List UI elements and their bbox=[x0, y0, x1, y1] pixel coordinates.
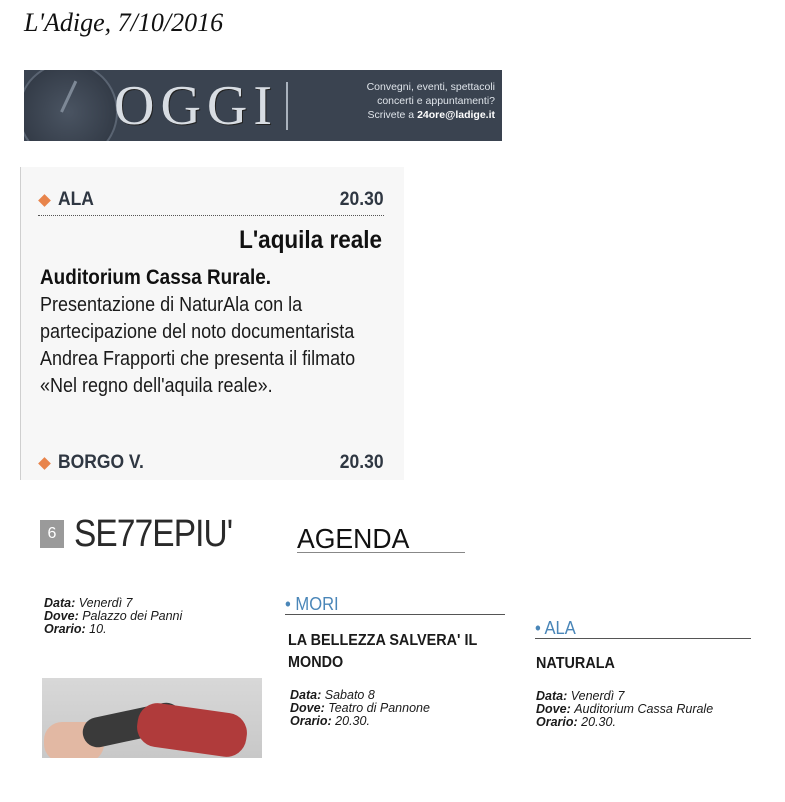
page-number: 6 bbox=[40, 520, 64, 548]
diamond-icon bbox=[38, 194, 51, 207]
diamond-icon bbox=[38, 457, 51, 470]
event-date: Sabato 8 bbox=[324, 688, 375, 702]
agenda-title-mori: LA BELLEZZA SALVERA' IL MONDO bbox=[288, 632, 478, 671]
location-label: BORGO V. bbox=[58, 452, 144, 473]
section-rule bbox=[297, 552, 465, 553]
agenda-location-ala: • ALA bbox=[535, 618, 576, 638]
time-label: 20.30 bbox=[340, 189, 384, 210]
article-title: L'aquila reale bbox=[239, 226, 382, 254]
agenda-rule bbox=[535, 638, 751, 639]
banner-line-1: Convegni, eventi, spettacoli bbox=[366, 81, 495, 93]
clock-icon bbox=[24, 70, 118, 141]
banner-divider bbox=[286, 82, 288, 130]
event-time: 20.30. bbox=[581, 715, 616, 729]
event-meta-ala: Data: Venerdì 7 Dove: Auditorium Cassa Rurale Orario: 20.30. bbox=[536, 689, 714, 729]
banner-line-2: concerti e appuntamenti? bbox=[377, 95, 495, 107]
event-meta-mori: Data: Sabato 8 Dove: Teatro di Pannone Orario: 20.30. bbox=[290, 688, 430, 728]
banner-line-3: Scrivete a 24ore@ladige.it bbox=[367, 109, 495, 121]
oggi-banner bbox=[24, 70, 502, 141]
event-date: Venerdì 7 bbox=[78, 596, 133, 610]
section-title: AGENDA bbox=[297, 523, 410, 554]
event-photo bbox=[42, 678, 262, 758]
time-label: 20.30 bbox=[340, 452, 384, 473]
location-row-borgo bbox=[38, 452, 402, 476]
event-meta-col1: Data: Venerdì 7 Dove: Palazzo dei Panni Orario: 10. bbox=[44, 596, 183, 636]
location-label: ALA bbox=[58, 189, 94, 210]
event-time: 10. bbox=[89, 622, 107, 636]
event-place: Auditorium Cassa Rurale bbox=[574, 702, 714, 716]
dotted-rule bbox=[38, 215, 384, 216]
banner-title: OGGI bbox=[114, 75, 278, 137]
article-body: Presentazione di NaturAla con la partecipazione del noto documentarista Andrea Frapporti che presenta il filmato «Nel regno dell'aquila reale». bbox=[40, 294, 356, 397]
article-venue: Auditorium Cassa Rurale. bbox=[40, 266, 272, 289]
event-date: Venerdì 7 bbox=[570, 689, 625, 703]
banner-email: 24ore@ladige.it bbox=[417, 109, 495, 121]
location-row-ala bbox=[38, 189, 402, 213]
agenda-title-ala: NATURALA bbox=[536, 655, 615, 672]
source-line: L'Adige, 7/10/2016 bbox=[24, 8, 224, 37]
banner-text bbox=[320, 80, 495, 122]
event-place: Teatro di Pannone bbox=[328, 701, 430, 715]
settepiu-logo: SE77EPIU' bbox=[74, 513, 233, 555]
agenda-rule bbox=[285, 614, 505, 615]
event-time: 20.30. bbox=[335, 714, 370, 728]
settepiu-header bbox=[40, 515, 465, 555]
event-place: Palazzo dei Panni bbox=[82, 609, 183, 623]
agenda-location-mori: • MORI bbox=[285, 594, 339, 614]
